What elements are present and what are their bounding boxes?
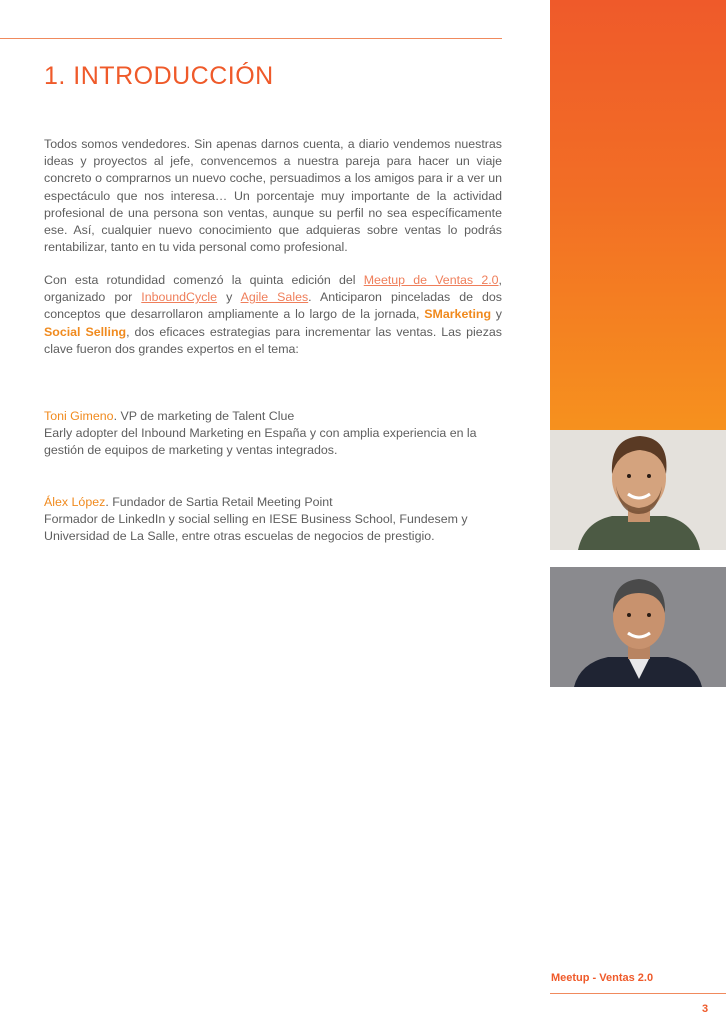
footer-rule bbox=[550, 993, 726, 994]
page-title: 1. INTRODUCCIÓN bbox=[44, 62, 274, 90]
social-selling-highlight: Social Selling bbox=[44, 324, 127, 339]
inboundcycle-link[interactable]: InboundCycle bbox=[141, 290, 218, 305]
speaker-photo-toni-gimeno bbox=[550, 430, 726, 550]
speaker-bio: Early adopter del Inbound Marketing en España y con amplia experiencia en la gestión de equipos de marketing y ventas integrados. bbox=[44, 426, 477, 458]
intro-text-segment: , organizado por bbox=[44, 273, 502, 305]
intro-paragraph-1 bbox=[44, 136, 502, 256]
speaker-role: . Fundador de Sartia Retail Meeting Point bbox=[105, 495, 333, 509]
speaker-photo-alex-lopez bbox=[550, 567, 726, 687]
speaker-name: Álex López bbox=[44, 495, 106, 509]
intro-text-segment: . Anticiparon pinceladas de dos conceptos que desarrollaron ampliamente a lo largo de la jornada, bbox=[44, 290, 502, 322]
page-number: 3 bbox=[702, 1003, 709, 1015]
speaker-role: . VP de marketing de Talent Clue bbox=[113, 409, 295, 423]
meetup-link[interactable]: Meetup de Ventas 2.0 bbox=[363, 273, 499, 287]
orange-sidebar-banner bbox=[550, 0, 726, 430]
intro-paragraph-2 bbox=[44, 272, 502, 358]
speaker-toni-gimeno bbox=[44, 408, 504, 460]
intro-text-segment: , dos eficaces estrategias para incrementar las ventas. Las piezas clave fueron dos grandes expertos en el tema: bbox=[44, 324, 502, 356]
intro-text-segment: Con esta rotundidad comenzó la quinta edición del bbox=[44, 273, 364, 287]
smarketing-highlight: SMarketing bbox=[424, 307, 492, 322]
agile-sales-link[interactable]: Agile Sales bbox=[240, 290, 309, 305]
header-rule bbox=[0, 38, 502, 39]
intro-text-segment: y bbox=[491, 307, 502, 322]
speaker-alex-lopez bbox=[44, 494, 504, 546]
intro-text-1: Todos somos vendedores. Sin apenas darnos cuenta, a diario vendemos nuestras ideas y proyectos al jefe, convencemos a nuestra pareja para hacer un viaje concreto o comprarnos un nuevo coche, persuadimos a los amigos para ir a ver un espectáculo que nos interesa… Un porcentaje muy importante de la actividad profesional de una persona son ventas, aunque su perfil no sea específicamente ese. Así, cualquier nuevo conocimiento que adquieras sobre ventas lo podrás rentabilizar, tanto en tu vida personal como profesional. bbox=[44, 137, 502, 255]
speaker-name: Toni Gimeno bbox=[44, 409, 114, 423]
portrait-illustration bbox=[550, 567, 726, 687]
footer-label: Meetup - Ventas 2.0 bbox=[551, 972, 654, 984]
intro-text-segment: y bbox=[217, 290, 241, 305]
portrait-illustration bbox=[550, 430, 726, 550]
speaker-bio: Formador de LinkedIn y social selling en IESE Business School, Fundesem y Universidad de La Salle, entre otras escuelas de negocios de prestigio. bbox=[44, 512, 468, 544]
